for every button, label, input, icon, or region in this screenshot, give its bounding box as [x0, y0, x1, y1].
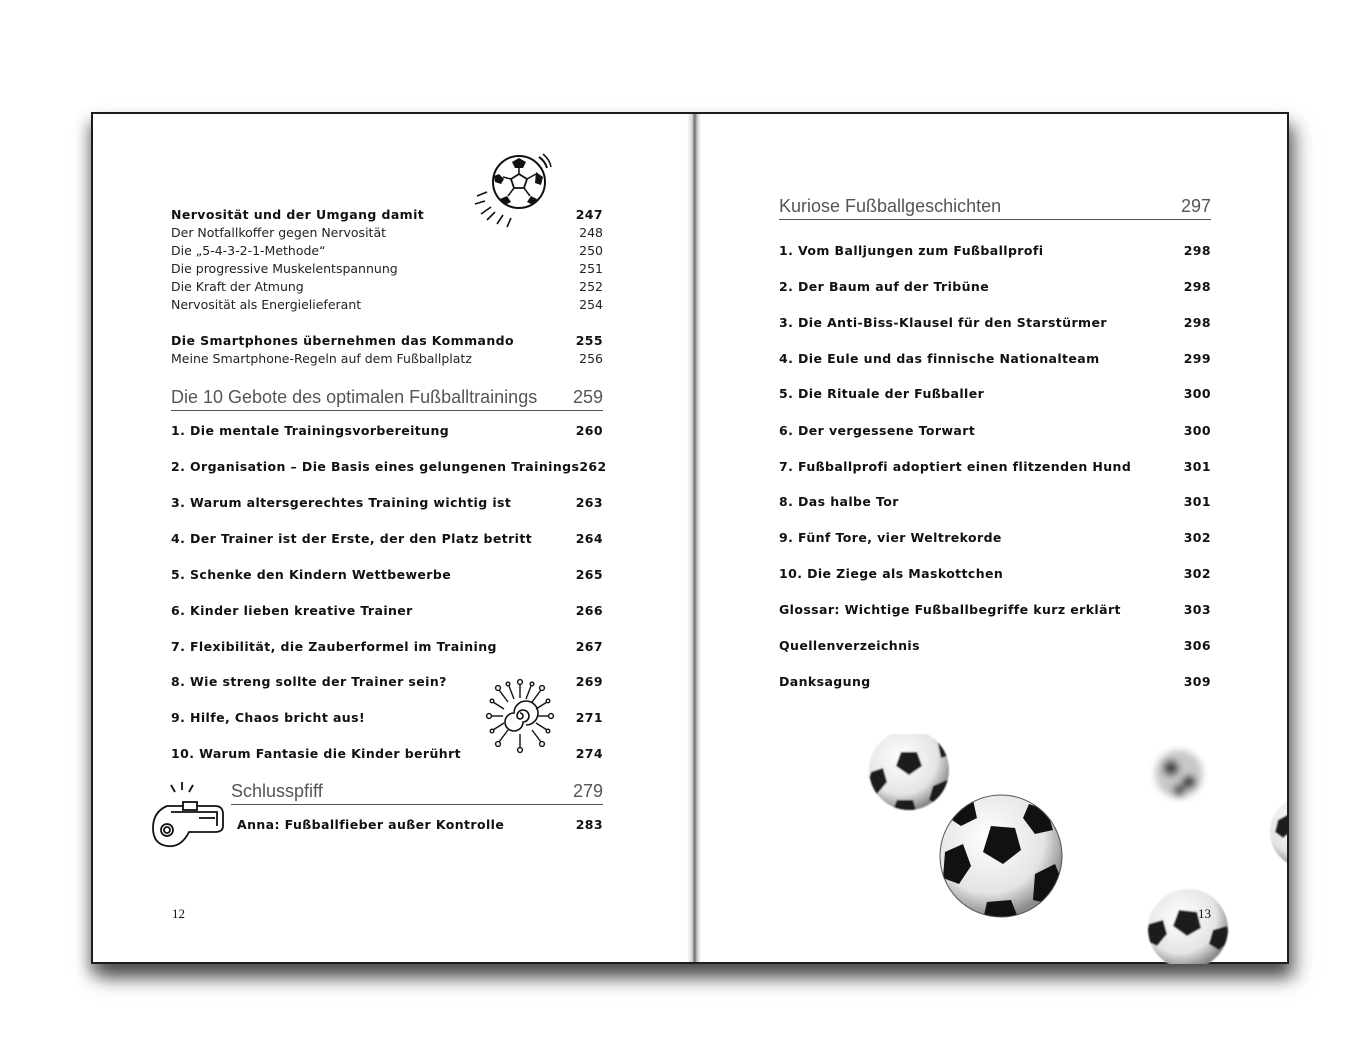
toc-entry-page: 247 [575, 207, 603, 222]
toc-entry-page: 283 [575, 817, 603, 832]
toc-entry-title: 8. Das halbe Tor [779, 494, 899, 509]
toc-entry-page: 260 [575, 423, 603, 438]
toc-entry[interactable] [779, 566, 1211, 582]
toc-entry-title: 4. Die Eule und das finnische Nationalteam [779, 351, 1100, 366]
toc-entry-title: Anna: Fußballfieber außer Kontrolle [237, 817, 505, 832]
section-heading-kuriose[interactable] [779, 196, 1211, 220]
toc-entry-title: 8. Wie streng sollte der Trainer sein? [171, 674, 447, 689]
section-heading-schlusspfiff[interactable] [231, 781, 603, 805]
toc-entry-title: 2. Organisation – Die Basis eines gelungenen Trainings [171, 459, 580, 474]
toc-entry-page: 269 [575, 674, 603, 689]
toc-entry[interactable] [171, 495, 603, 511]
toc-entry-title: Die progressive Muskelentspannung [171, 261, 398, 276]
toc-entry-title: Nervosität und der Umgang damit [171, 207, 425, 222]
toc-entry[interactable] [171, 459, 607, 475]
toc-subentry[interactable] [171, 225, 603, 241]
right-page [701, 114, 1287, 962]
toc-entry-page: 267 [575, 639, 603, 654]
toc-entry-title: 3. Die Anti-Biss-Klausel für den Starstürmer [779, 315, 1107, 330]
toc-entry[interactable] [171, 207, 603, 223]
toc-entry-title: 10. Warum Fantasie die Kinder berührt [171, 746, 462, 761]
toc-entry-page: 301 [1183, 459, 1211, 474]
toc-entry-title: 9. Hilfe, Chaos bricht aus! [171, 710, 366, 725]
toc-entry-title: Der Notfallkoffer gegen Nervosität [171, 225, 387, 240]
toc-entry-page: 301 [1183, 494, 1211, 509]
toc-entry-page: 264 [575, 531, 603, 546]
book-spread [91, 112, 1289, 964]
toc-entry[interactable] [171, 603, 603, 619]
toc-entry[interactable] [779, 315, 1211, 331]
toc-entry-page: 309 [1183, 674, 1211, 689]
toc-entry-page: 306 [1183, 638, 1211, 653]
toc-entry[interactable] [171, 567, 603, 583]
spiral-sun-icon [485, 676, 555, 756]
toc-entry[interactable] [779, 494, 1211, 510]
toc-entry-page: 248 [579, 225, 603, 240]
toc-entry-title: Quellenverzeichnis [779, 638, 920, 653]
toc-entry-title: 1. Vom Balljungen zum Fußballprofi [779, 243, 1044, 258]
toc-subentry[interactable] [171, 243, 603, 259]
toc-entry-title: 1. Die mentale Trainingsvorbereitung [171, 423, 450, 438]
toc-entry[interactable] [171, 639, 603, 655]
toc-entry-page: 300 [1183, 386, 1211, 401]
toc-entry[interactable] [779, 530, 1211, 546]
toc-subentry[interactable] [171, 351, 603, 367]
toc-entry-title: Glossar: Wichtige Fußballbegriffe kurz erklärt [779, 602, 1121, 617]
toc-entry-title: 3. Warum altersgerechtes Training wichtig ist [171, 495, 512, 510]
toc-entry[interactable] [779, 602, 1211, 618]
toc-entry-page: 298 [1183, 315, 1211, 330]
toc-entry-title: 6. Kinder lieben kreative Trainer [171, 603, 413, 618]
section-page: 297 [1180, 196, 1211, 216]
toc-entry-page: 263 [575, 495, 603, 510]
toc-entry-title: 5. Die Rituale der Fußballer [779, 386, 985, 401]
toc-subentry[interactable] [171, 297, 603, 313]
toc-entry-page: 250 [579, 243, 603, 258]
page-number: 12 [172, 906, 185, 921]
toc-entry[interactable] [779, 674, 1211, 690]
toc-entry-title: 2. Der Baum auf der Tribüne [779, 279, 990, 294]
whistle-icon [149, 782, 229, 854]
toc-entry[interactable] [779, 638, 1211, 654]
left-page [93, 114, 687, 962]
section-heading-gebote[interactable] [171, 387, 603, 411]
toc-entry[interactable] [171, 333, 603, 349]
toc-entry-page: 302 [1183, 566, 1211, 581]
toc-entry-page: 303 [1183, 602, 1211, 617]
toc-entry-title: Danksagung [779, 674, 871, 689]
toc-entry[interactable] [237, 817, 603, 833]
toc-entry-title: 6. Der vergessene Torwart [779, 423, 976, 438]
toc-entry-page: 251 [579, 261, 603, 276]
toc-entry-page: 271 [575, 710, 603, 725]
toc-entry-page: 256 [579, 351, 603, 366]
toc-entry-page: 298 [1183, 243, 1211, 258]
soccer-ball-photo [701, 734, 1287, 964]
toc-entry[interactable] [779, 243, 1211, 259]
toc-entry[interactable] [171, 531, 603, 547]
section-title: Kuriose Fußballgeschichten [779, 196, 1002, 216]
section-page: 259 [572, 387, 603, 407]
book-gutter [687, 114, 701, 962]
toc-entry-page: 274 [575, 746, 603, 761]
toc-entry-title: 7. Fußballprofi adoptiert einen flitzenden Hund [779, 459, 1132, 474]
toc-entry-page: 265 [575, 567, 603, 582]
toc-entry[interactable] [779, 351, 1211, 367]
toc-entry-title: Die Smartphones übernehmen das Kommando [171, 333, 514, 348]
toc-entry-title: 10. Die Ziege als Maskottchen [779, 566, 1004, 581]
toc-entry-page: 298 [1183, 279, 1211, 294]
toc-entry-title: 5. Schenke den Kindern Wettbewerbe [171, 567, 452, 582]
toc-entry-page: 255 [575, 333, 603, 348]
section-page: 279 [572, 781, 603, 801]
toc-entry[interactable] [779, 279, 1211, 295]
toc-entry-title: Nervosität als Energielieferant [171, 297, 362, 312]
section-title: Die 10 Gebote des optimalen Fußballtrainings [171, 387, 538, 407]
toc-entry-title: Meine Smartphone-Regeln auf dem Fußballplatz [171, 351, 472, 366]
toc-entry-title: Die „5-4-3-2-1-Methode“ [171, 243, 326, 258]
toc-entry-title: 9. Fünf Tore, vier Weltrekorde [779, 530, 1002, 545]
toc-entry[interactable] [779, 386, 1211, 402]
toc-entry-page: 262 [579, 459, 607, 474]
toc-entry[interactable] [779, 459, 1211, 475]
toc-entry-title: Die Kraft der Atmung [171, 279, 304, 294]
toc-entry-title: 4. Der Trainer ist der Erste, der den Platz betritt [171, 531, 533, 546]
toc-entry[interactable] [171, 423, 603, 439]
toc-entry-title: 7. Flexibilität, die Zauberformel im Training [171, 639, 497, 654]
toc-entry-page: 299 [1183, 351, 1211, 366]
toc-entry[interactable] [779, 423, 1211, 439]
toc-entry-page: 254 [579, 297, 603, 312]
page-number: 13 [1198, 906, 1211, 921]
toc-entry-page: 266 [575, 603, 603, 618]
toc-entry-page: 302 [1183, 530, 1211, 545]
toc-subentry[interactable] [171, 279, 603, 295]
toc-entry-page: 252 [579, 279, 603, 294]
toc-subentry[interactable] [171, 261, 603, 277]
section-title: Schlusspfiff [231, 781, 323, 801]
toc-entry-page: 300 [1183, 423, 1211, 438]
